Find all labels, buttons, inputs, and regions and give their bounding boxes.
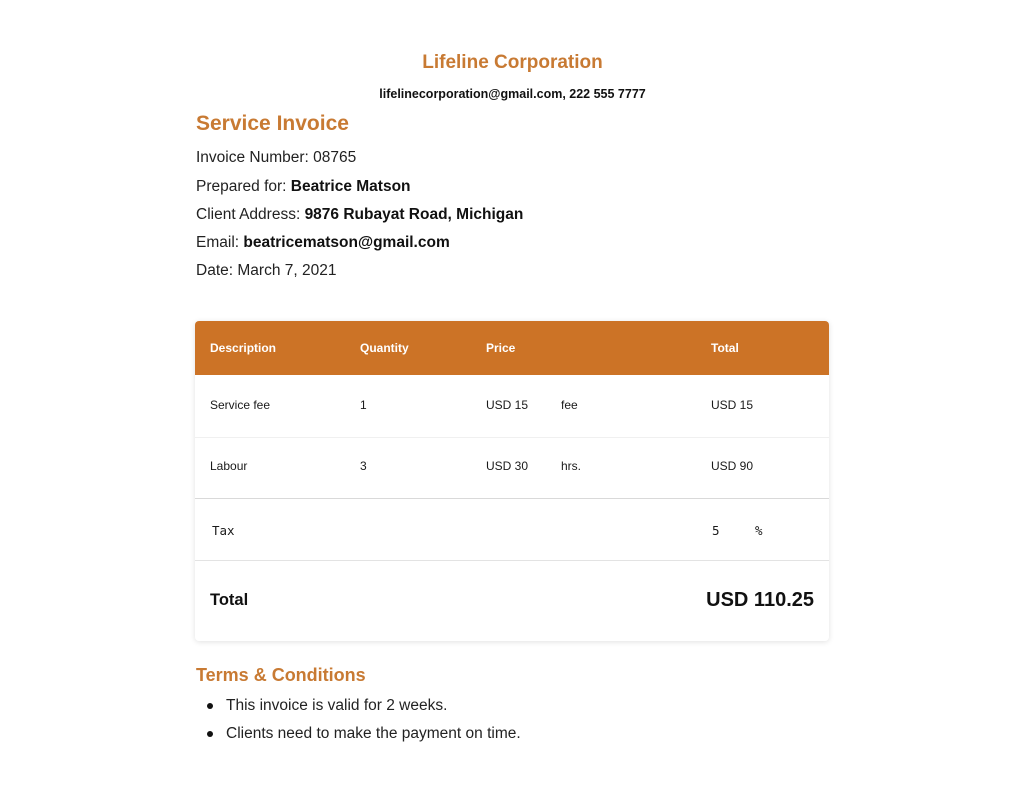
- row-quantity: 1: [360, 398, 367, 412]
- grand-total-label: Total: [210, 591, 249, 609]
- email-line: [196, 234, 450, 252]
- row-price: USD 15: [486, 398, 529, 412]
- invoice-number-label: Invoice Number:: [196, 149, 309, 166]
- row-description: Service fee: [210, 398, 271, 412]
- bullet-icon: [207, 703, 213, 709]
- tax-row: [195, 499, 829, 560]
- row-description: Labour: [210, 459, 248, 473]
- row-quantity: 3: [360, 459, 367, 473]
- table-header: [195, 321, 829, 375]
- header-total: Total: [711, 341, 739, 355]
- row-unit: fee: [561, 398, 578, 412]
- header-quantity: Quantity: [360, 341, 409, 355]
- company-contact: lifelinecorporation@gmail.com, 222 555 7777: [379, 87, 646, 101]
- client-address-line: [196, 206, 523, 224]
- terms-item-text: Clients need to make the payment on time.: [226, 725, 521, 742]
- company-name: Lifeline Corporation: [422, 52, 603, 73]
- bullet-icon: [207, 731, 213, 737]
- row-unit: hrs.: [561, 459, 582, 473]
- list-item: [226, 722, 521, 750]
- row-divider: [195, 560, 829, 561]
- tax-label: Tax: [212, 523, 235, 538]
- prepared-for-label: Prepared for:: [196, 178, 287, 195]
- table-row: [195, 375, 829, 437]
- tax-value: 5: [712, 523, 720, 538]
- invoice-title: Service Invoice: [196, 112, 349, 135]
- invoice-table: [195, 321, 829, 641]
- terms-list: [196, 694, 521, 750]
- date-label: Date:: [196, 262, 234, 279]
- invoice-number-line: [196, 149, 356, 167]
- prepared-for-line: [196, 178, 411, 196]
- row-price: USD 30: [486, 459, 529, 473]
- date-line: [196, 262, 336, 280]
- invoice-number: 08765: [313, 149, 357, 166]
- row-total: USD 15: [711, 398, 754, 412]
- client-address-label: Client Address:: [196, 206, 301, 223]
- email-value: beatricematson@gmail.com: [243, 234, 450, 251]
- header-description: Description: [210, 341, 277, 355]
- header-price: Price: [486, 341, 516, 355]
- date-value: March 7, 2021: [237, 262, 337, 279]
- terms-item-text: This invoice is valid for 2 weeks.: [226, 697, 448, 714]
- client-address-value: 9876 Rubayat Road, Michigan: [304, 206, 524, 223]
- prepared-for-value: Beatrice Matson: [290, 178, 411, 195]
- terms-title: Terms & Conditions: [196, 665, 366, 685]
- grand-total-value: USD 110.25: [706, 589, 814, 611]
- tax-unit: %: [755, 523, 763, 538]
- email-label: Email:: [196, 234, 240, 251]
- list-item: [226, 694, 521, 722]
- row-total: USD 90: [711, 459, 754, 473]
- table-row: [195, 438, 829, 498]
